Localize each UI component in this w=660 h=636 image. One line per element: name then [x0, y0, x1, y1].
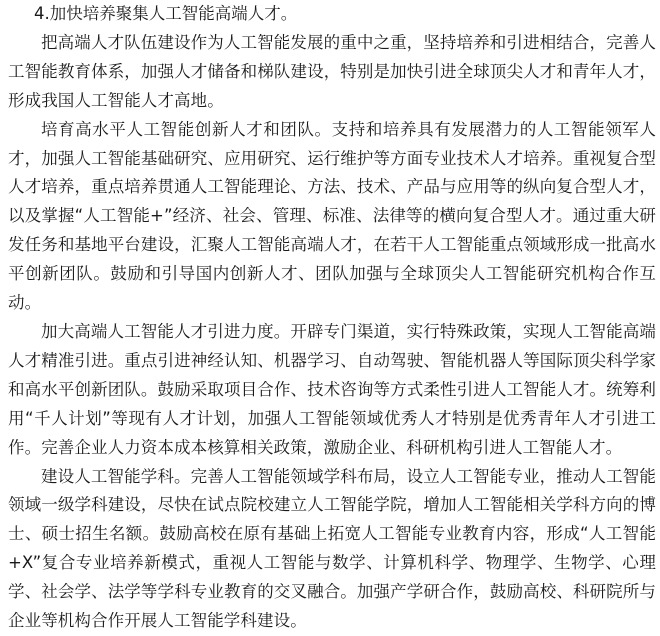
paragraph-talent-introduction: 加大高端人工智能人才引进力度。开辟专门渠道，实行特殊政策，实现人工智能高端人才精准引进。重点引进神经认知、机器学习、自动驾驶、智能机器人等国际顶尖科学家和高水平创新团队。鼓励采取项目合作、技术咨询等方式柔性引进人工智能人才。统筹利用“千人计划”等现有人才计划，加强人工智能领域优秀人才特别是优秀青年人才引进工作。完善企业人力资本成本核算相关政策，激励企业、科研机构引进人工智能人才。 [8, 321, 656, 457]
section-heading: 4.加快培养聚集人工智能高端人才。 [34, 4, 298, 23]
paragraph-intro: 把高端人才队伍建设作为人工智能发展的重中之重，坚持培养和引进相结合，完善人工智能教育体系，加强人才储备和梯队建设，特别是加快引进全球顶尖人才和青年人才，形成我国人工智能人才高地。 [8, 32, 656, 110]
paragraph-discipline-building: 建设人工智能学科。完善人工智能领域学科布局，设立人工智能专业，推动人工智能领域一级学科建设，尽快在试点院校建立人工智能学院，增加人工智能相关学科方向的博士、硕士招生名额。鼓励高校在原有基础上拓宽人工智能专业教育内容，形成“人工智能+X”复合专业培养新模式，重视人工智能与数学、计算机科学、物理学、生物学、心理学、社会学、法学等学科专业教育的交叉融合。加强产学研合作，鼓励高校、科研院所与企业等机构合作开展人工智能学科建设。 [8, 466, 656, 631]
paragraph-innovation-talent: 培育高水平人工智能创新人才和团队。支持和培养具有发展潜力的人工智能领军人才，加强人工智能基础研究、应用研究、运行维护等方面专业技术人才培养。重视复合型人才培养，重点培养贯通人工智能理论、方法、技术、产品与应用等的纵向复合型人才，以及掌握“人工智能+”经济、社会、管理、标准、法律等的横向复合型人才。通过重大研发任务和基地平台建设，汇聚人工智能高端人才，在若干人工智能重点领域形成一批高水平创新团队。鼓励和引导国内创新人才、团队加强与全球顶尖人工智能研究机构合作互动。 [8, 119, 656, 313]
